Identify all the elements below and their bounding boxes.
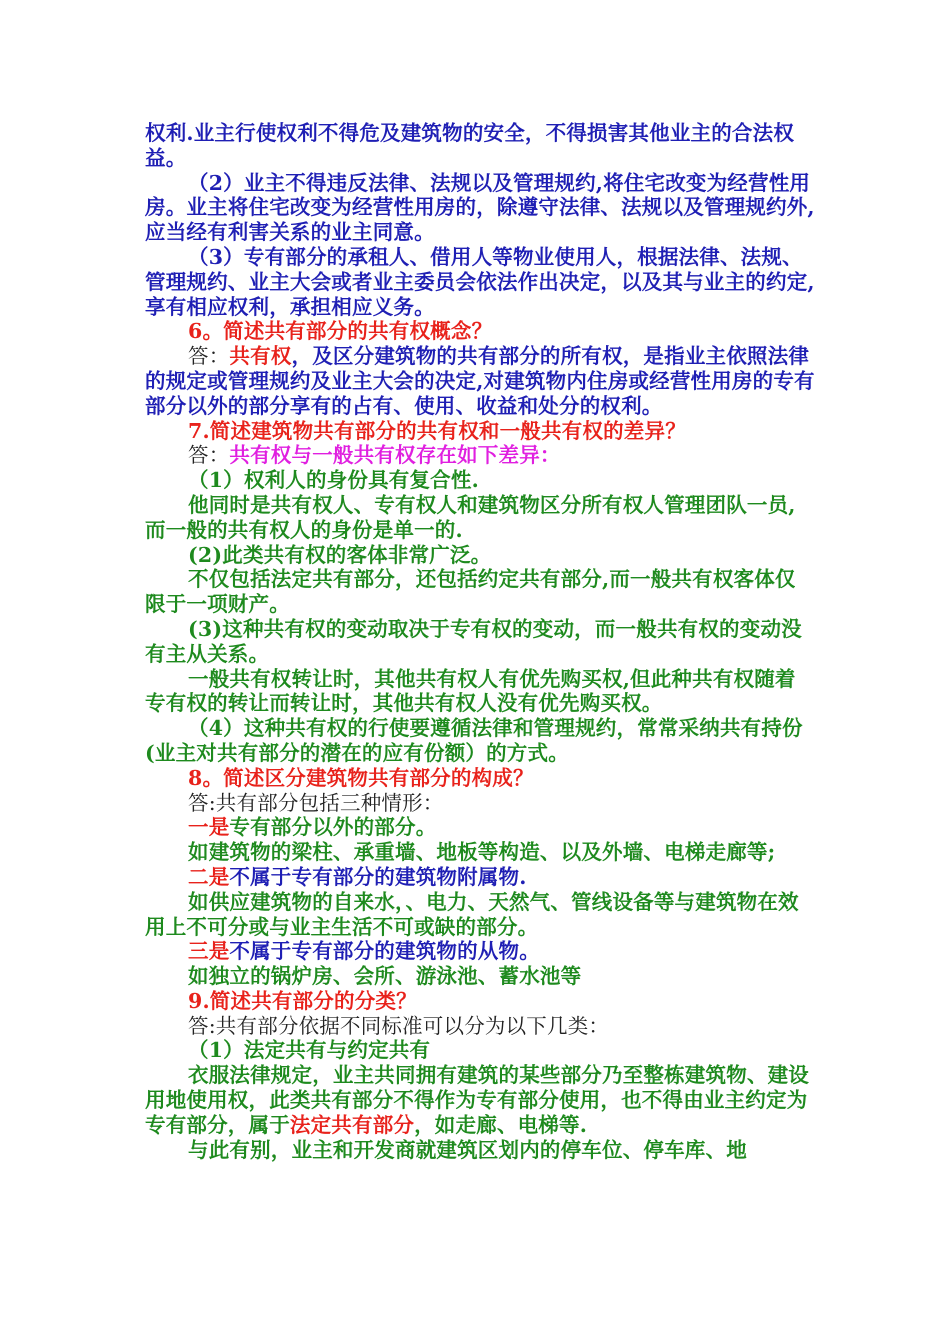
question-7: 7.简述建筑物共有部分的共有权和一般共有权的差异？ (188, 418, 686, 443)
answer-8-item-1-detail: 如建筑物的梁柱、承重墙、地板等构造、以及外墙、电梯走廊等; (188, 840, 776, 865)
question-8: 8。简述区分建筑物共有部分的构成？ (188, 765, 534, 790)
point-text: 衣服法律规定，业主共同拥有建筑的某些部分乃至整栋建筑物、建设用地使用权，此类共有部分不得作为专有部分使用，也不得由业主约定为专有部分，属于 (145, 1063, 809, 1137)
answer-7-point-1: 他同时是共有权人、专有权人和建筑物区分所有权人管理团队一员,而一般的共有权人的身份是单一的. (145, 492, 796, 542)
answer-7-point-3-heading: (3)这种共有权的变动取决于专有权的变动，而一般共有权的变动没有主从关系。 (145, 616, 802, 666)
answer-7-point-2-heading: (2)此类共有权的客体非常广泛。 (188, 542, 492, 567)
answer-9-continuation: 与此有别，业主和开发商就建筑区划内的停车位、停车库、地 (188, 1137, 747, 1162)
answer-8-item-2 (145, 865, 815, 890)
answer-8-item-3 (145, 939, 815, 964)
question-9: 9.简述共有部分的分类？ (188, 988, 417, 1013)
item-marker: 三是 (188, 939, 230, 964)
answer-7-lead (145, 443, 815, 468)
answer-7-point-3: 一般共有权转让时，其他共有权人有优先购买权,但此种共有权随着专有权的转让而转让时，其他共有权人没有优先购买权。 (145, 666, 796, 716)
answer-6 (145, 344, 815, 418)
answer-7-lead-text: 共有权与一般共有权存在如下差异： (229, 443, 561, 468)
answer-6-text: ，及区分建筑物的共有部分的所有权，是指业主依照法律的规定或管理规约及业主大会的决定,对建筑物内住房或经营性用房的专有部分以外的部分享有的占有、使用、收益和处分的权利。 (145, 344, 815, 418)
document-page (145, 121, 815, 1162)
answer-7-point-1-heading: （1）权利人的身份具有复合性. (188, 468, 479, 493)
answer-prefix: 答： (188, 443, 230, 468)
answer-9-intro: 答:共有部分依据不同标准可以分为以下几类： (188, 1013, 610, 1038)
item-marker: 二是 (188, 864, 230, 889)
answer-8-item-3-detail: 如独立的锅炉房、会所、游泳池、蓄水池等 (188, 964, 582, 989)
question-6: 6。简述共有部分的共有权概念？ (188, 319, 493, 344)
answer-7-point-2: 不仅包括法定共有部分，还包括约定共有部分,而一般共有权客体仅限于一项财产。 (145, 567, 796, 617)
answer-8-item-1 (145, 815, 815, 840)
item-marker: 一是 (188, 815, 230, 840)
point-term: 法定共有部分 (289, 1112, 415, 1137)
item-text: 不属于专有部分的建筑物的从物。 (229, 939, 540, 964)
item-text: 专有部分以外的部分。 (229, 815, 437, 840)
paragraph-rule-2: （2）业主不得违反法律、法规以及管理规约,将住宅改变为经营性用房。业主将住宅改变为经营性用房的，除遵守法律、法规以及管理规约外,应当经有利害关系的业主同意。 (145, 170, 815, 245)
answer-7-point-4: （4）这种共有权的行使要遵循法律和管理规约，常常采纳共有持份(业主对共有部分的潜在的应有份额）的方式。 (145, 716, 803, 765)
item-text: 不属于专有部分的建筑物附属物. (229, 864, 527, 889)
answer-9-point-1 (145, 1063, 815, 1137)
answer-8-intro: 答:共有部分包括三种情形： (188, 790, 444, 815)
answer-prefix: 答： (188, 344, 230, 369)
paragraph-rights-end: 权利.业主行使权利不得危及建筑物的安全，不得损害其他业主的合法权益。 (145, 121, 795, 170)
point-text-end: ，如走廊、电梯等. (414, 1112, 588, 1137)
paragraph-rule-3: （3）专有部分的承租人、借用人等物业使用人，根据法律、法规、管理规约、业主大会或者业主委员会依法作出决定，以及其与业主的约定,享有相应权利，承担相应义务。 (145, 244, 815, 319)
answer-8-item-2-detail: 如供应建筑物的自来水，、电力、天然气、管线设备等与建筑物在效用上不可分或与业主生活不可或缺的部分。 (145, 889, 799, 939)
answer-6-term: 共有权 (229, 344, 292, 369)
answer-9-point-1-heading: （1）法定共有与约定共有 (188, 1038, 431, 1063)
